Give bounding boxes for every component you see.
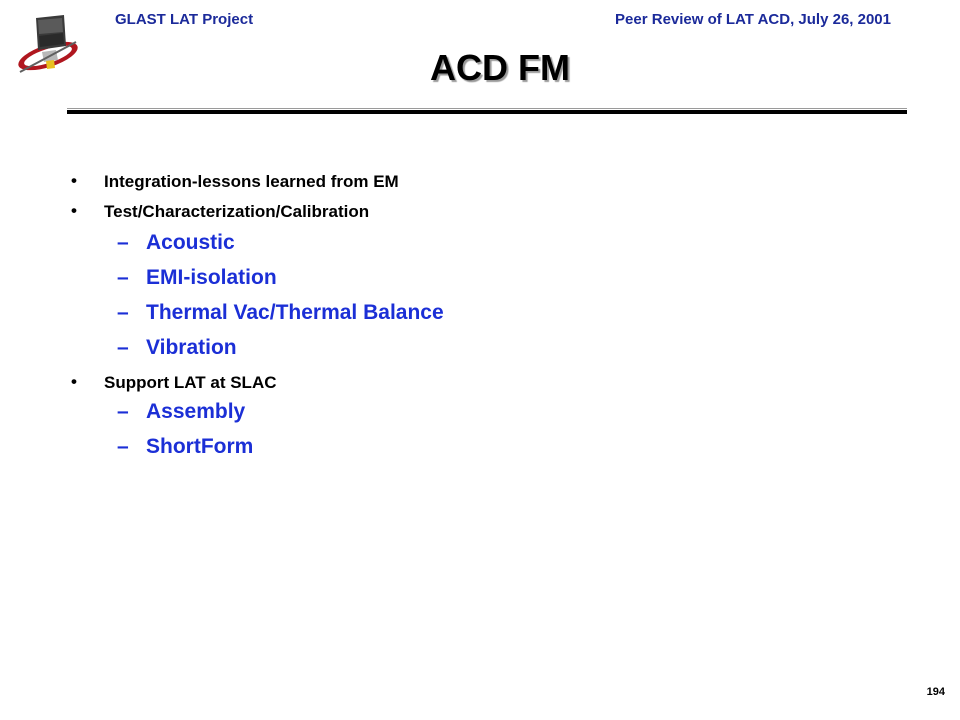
bullet-text: Support LAT at SLAC [104,373,277,392]
sub-bullet-item [117,400,246,424]
sub-bullet-text: Vibration [146,336,237,359]
slide-title: ACD FM [430,47,570,88]
sub-bullet-text: Assembly [146,400,246,423]
header-project-name: GLAST LAT Project [115,11,254,28]
header-review-info: Peer Review of LAT ACD, July 26, 2001 [615,11,891,28]
sub-bullet-text: ShortForm [146,435,254,458]
bullet-icon: • [71,201,77,220]
dash-icon: – [117,266,129,289]
dash-icon: – [117,231,129,254]
dash-icon: – [117,301,129,324]
sub-bullet-item [117,231,235,255]
bullet-item [71,171,399,192]
dash-icon: – [117,435,129,458]
sub-bullet-text: Thermal Vac/Thermal Balance [146,301,444,324]
sub-bullet-item [117,435,254,459]
bullet-icon: • [71,171,77,190]
sub-bullet-item [117,301,444,325]
bullet-item [71,372,277,393]
page-number: 194 [926,686,945,698]
bullet-icon: • [71,372,77,391]
sub-bullet-item [117,336,237,360]
bullet-text: Test/Characterization/Calibration [104,202,370,221]
sub-bullet-text: Acoustic [146,231,235,254]
sub-bullet-text: EMI-isolation [146,266,277,289]
dash-icon: – [117,336,129,359]
dash-icon: – [117,400,129,423]
sub-bullet-item [117,266,277,290]
bullet-text: Integration-lessons learned from EM [104,172,399,191]
bullet-item [71,201,370,222]
